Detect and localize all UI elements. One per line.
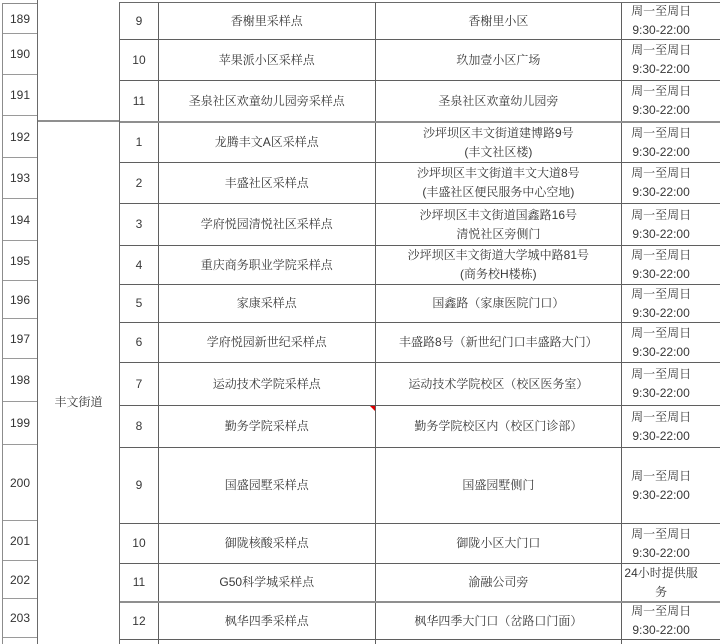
site-name: 运动技术学院采样点 — [212, 376, 321, 391]
seq-value: 194 — [9, 212, 31, 227]
table-row — [120, 284, 720, 322]
hours-line: 9:30-22:00 — [632, 185, 690, 199]
address-line: 国盛园墅侧门 — [462, 478, 535, 492]
hours-line: 周一至周日 — [631, 207, 692, 222]
site-name-cell — [159, 564, 376, 601]
address-cell — [376, 285, 623, 322]
hours-line: 周一至周日 — [631, 409, 692, 424]
address-cell — [376, 40, 623, 80]
table-row — [120, 3, 720, 39]
seq-value: 191 — [9, 88, 31, 102]
hours-line: 周一至周日 — [631, 526, 692, 541]
hours-line: 9:30-22:00 — [632, 623, 690, 637]
address-line: 沙坪坝区丰文街道国鑫路16号 — [419, 207, 578, 222]
hours-cell — [622, 3, 720, 39]
table-row — [120, 121, 720, 162]
hours-cell — [622, 123, 720, 162]
hours-cell — [622, 323, 720, 362]
hours-cell — [622, 163, 720, 203]
num-value: 12 — [132, 613, 146, 628]
address-cell — [376, 640, 623, 644]
hours-cell — [622, 246, 720, 284]
seq-cell — [3, 33, 37, 74]
table-row — [120, 245, 720, 284]
hours-line: 9:30-22:00 — [632, 545, 690, 560]
num-cell — [120, 564, 159, 601]
hours-line: 9:30-22:00 — [632, 144, 690, 159]
table-row — [120, 322, 720, 362]
hours-line: 9:30-22:00 — [632, 487, 690, 502]
seq-value: 203 — [9, 611, 31, 625]
hours-line: 周一至周日 — [631, 166, 692, 180]
hours-cell — [622, 603, 720, 639]
site-name-cell — [159, 163, 376, 203]
site-name: 苹果派小区采样点 — [218, 52, 315, 67]
site-name-cell — [159, 123, 376, 162]
seq-cell — [3, 598, 37, 637]
hours-line: 9:30-22:00 — [632, 386, 690, 400]
num-value: 6 — [135, 335, 143, 349]
seq-cell — [3, 358, 37, 401]
table-body — [119, 2, 720, 644]
street-group-label: 丰文街道 — [54, 395, 103, 409]
seq-value: 190 — [9, 47, 31, 61]
seq-cell — [3, 240, 37, 280]
hours-cell — [622, 81, 720, 121]
num-value: 11 — [132, 93, 146, 108]
site-name-cell — [159, 204, 376, 245]
street-group-divider — [38, 120, 119, 122]
site-name: 国盛园墅采样点 — [224, 478, 309, 492]
hours-cell — [622, 204, 720, 245]
address-line: 沙坪坝区丰文街道大学城中路81号 — [407, 248, 590, 262]
address-line: 圣泉社区欢童幼儿园旁 — [438, 93, 559, 108]
seq-value: 197 — [9, 331, 31, 346]
site-name-cell — [159, 603, 376, 639]
hours-cell — [622, 285, 720, 322]
seq-value: 195 — [9, 253, 31, 268]
address-cell — [376, 363, 623, 405]
site-name-cell — [159, 363, 376, 405]
site-name-cell — [159, 246, 376, 284]
num-cell — [120, 123, 159, 162]
site-name: 枫华四季采样点 — [224, 613, 309, 628]
num-cell — [120, 406, 159, 447]
num-cell — [120, 640, 159, 644]
num-value: 11 — [132, 575, 146, 589]
address-line: (丰盛社区便民服务中心空地) — [422, 185, 575, 199]
sequence-column — [2, 3, 37, 644]
seq-cell — [3, 318, 37, 358]
address-cell — [376, 448, 623, 523]
site-name: 重庆商务职业学院采样点 — [200, 257, 333, 272]
num-value: 1 — [135, 135, 143, 149]
seq-cell — [3, 560, 37, 598]
address-cell — [376, 123, 623, 162]
seq-cell — [3, 444, 37, 520]
site-name-cell — [159, 40, 376, 80]
address-cell — [376, 3, 623, 39]
seq-cell-partial — [3, 637, 37, 644]
seq-value: 192 — [9, 129, 31, 144]
hours-line: 周一至周日 — [631, 468, 692, 483]
address-cell — [376, 564, 623, 601]
hours-line: 周一至周日 — [631, 84, 692, 98]
address-cell — [376, 323, 623, 362]
hours-line: 周一至周日 — [631, 43, 692, 57]
address-line: 勤务学院校区内（校区门诊部） — [414, 419, 583, 433]
seq-value: 200 — [9, 475, 31, 490]
table-row — [120, 39, 720, 80]
hours-line: 9:30-22:00 — [632, 226, 690, 241]
num-value: 8 — [135, 419, 143, 433]
address-cell — [376, 406, 623, 447]
address-cell — [376, 603, 623, 639]
hours-cell — [622, 363, 720, 405]
seq-value: 196 — [9, 292, 31, 307]
site-name: 香榭里采样点 — [230, 13, 303, 28]
address-line: 玖加壹小区广场 — [456, 52, 541, 67]
table-row — [120, 80, 720, 121]
seq-cell — [3, 198, 37, 240]
num-value: 10 — [132, 536, 146, 550]
seq-cell — [3, 4, 37, 33]
address-cell — [376, 246, 623, 284]
seq-cell — [3, 157, 37, 198]
seq-cell — [3, 74, 37, 115]
hours-line: 周一至周日 — [631, 325, 692, 340]
seq-cell — [3, 115, 37, 157]
num-value: 4 — [135, 257, 143, 272]
hours-cell — [622, 448, 720, 523]
seq-value: 198 — [9, 373, 31, 387]
address-line: 沙坪坝区丰文街道建博路9号 — [423, 125, 574, 140]
num-value: 7 — [135, 376, 143, 391]
hours-cell — [622, 640, 720, 644]
address-line: 丰盛路8号（新世纪门口丰盛路大门） — [399, 335, 598, 349]
num-cell — [120, 448, 159, 523]
hours-cell — [622, 40, 720, 80]
site-name: 圣泉社区欢童幼儿园旁采样点 — [188, 93, 345, 108]
site-name-cell — [159, 406, 376, 447]
hours-line: 周一至周日 — [631, 286, 692, 301]
address-line: 御陇小区大门口 — [456, 536, 541, 550]
num-cell — [120, 204, 159, 245]
num-value: 10 — [132, 52, 146, 67]
address-line: 渝融公司旁 — [468, 575, 529, 589]
hours-line: 周一至周日 — [631, 125, 692, 140]
num-cell — [120, 3, 159, 39]
address-line: 清悦社区旁侧门 — [456, 226, 541, 241]
address-line: 沙坪坝区丰文街道丰文大道8号 — [417, 166, 580, 180]
num-cell — [120, 81, 159, 121]
seq-value: 199 — [9, 416, 31, 430]
table-row-partial — [120, 639, 720, 644]
num-cell — [120, 285, 159, 322]
num-cell — [120, 363, 159, 405]
table-row — [120, 601, 720, 639]
site-name-cell — [159, 448, 376, 523]
hours-line: 9:30-22:00 — [632, 344, 690, 359]
site-name: 龙腾丰文A区采样点 — [214, 135, 319, 149]
seq-value: 193 — [9, 171, 31, 185]
num-value: 9 — [135, 478, 143, 492]
num-cell — [120, 323, 159, 362]
site-name-cell — [159, 323, 376, 362]
address-line: 国鑫路（家康医院门口） — [432, 296, 565, 310]
hours-line: 9:30-22:00 — [632, 267, 690, 281]
num-cell — [120, 603, 159, 639]
address-cell — [376, 163, 623, 203]
address-cell — [376, 81, 623, 121]
hours-line: 9:30-22:00 — [632, 62, 690, 76]
hours-line: 9:30-22:00 — [632, 428, 690, 443]
num-cell — [120, 246, 159, 284]
num-value: 3 — [135, 217, 143, 231]
site-name-cell — [159, 285, 376, 322]
street-column — [37, 0, 119, 644]
site-name-cell — [159, 640, 376, 644]
hours-line: 周一至周日 — [631, 367, 692, 381]
seq-cell — [3, 401, 37, 444]
site-name: 学府悦园新世纪采样点 — [206, 335, 327, 349]
site-name-cell — [159, 3, 376, 39]
table-row — [120, 405, 720, 447]
num-value: 5 — [135, 296, 143, 310]
table-row — [120, 523, 720, 563]
num-value: 9 — [135, 13, 143, 28]
table-row — [120, 162, 720, 203]
seq-cell — [3, 280, 37, 318]
site-name: 学府悦园清悦社区采样点 — [200, 217, 333, 231]
address-line: 香榭里小区 — [468, 13, 529, 28]
site-name: 御陇核酸采样点 — [224, 536, 309, 550]
hours-line: 9:30-22:00 — [632, 305, 690, 320]
site-name: 家康采样点 — [236, 296, 297, 310]
num-cell — [120, 524, 159, 563]
seq-value: 202 — [9, 572, 31, 587]
site-name: 勤务学院采样点 — [224, 419, 309, 433]
hours-line: 周一至周日 — [631, 248, 692, 262]
seq-value: 201 — [9, 533, 31, 548]
hours-line: 9:30-22:00 — [632, 23, 690, 37]
seq-cell — [3, 520, 37, 560]
address-line: 枫华四季大门口（岔路口门面） — [414, 613, 583, 628]
comment-marker-icon — [370, 406, 375, 411]
site-name-cell — [159, 524, 376, 563]
address-line: (商务校H楼栋) — [460, 267, 537, 281]
hours-line: 周一至周日 — [631, 4, 692, 18]
table-row — [120, 447, 720, 523]
num-cell — [120, 163, 159, 203]
hours-line: 24小时提供服务 — [624, 565, 698, 599]
table-row — [120, 362, 720, 405]
site-name: 丰盛社区采样点 — [224, 175, 309, 190]
address-cell — [376, 204, 623, 245]
address-line: (丰文社区楼) — [464, 144, 533, 159]
table-row — [120, 203, 720, 245]
hours-cell — [622, 564, 720, 601]
site-name-cell — [159, 81, 376, 121]
hours-line: 周一至周日 — [631, 604, 692, 618]
num-cell — [120, 40, 159, 80]
address-line: 运动技术学院校区（校区医务室） — [408, 376, 589, 391]
table-row — [120, 563, 720, 601]
num-value: 2 — [135, 175, 143, 190]
hours-line: 9:30-22:00 — [632, 103, 690, 117]
seq-value: 189 — [9, 11, 31, 26]
address-cell — [376, 524, 623, 563]
hours-cell — [622, 524, 720, 563]
site-name: G50科学城采样点 — [219, 575, 315, 589]
hours-cell — [622, 406, 720, 447]
